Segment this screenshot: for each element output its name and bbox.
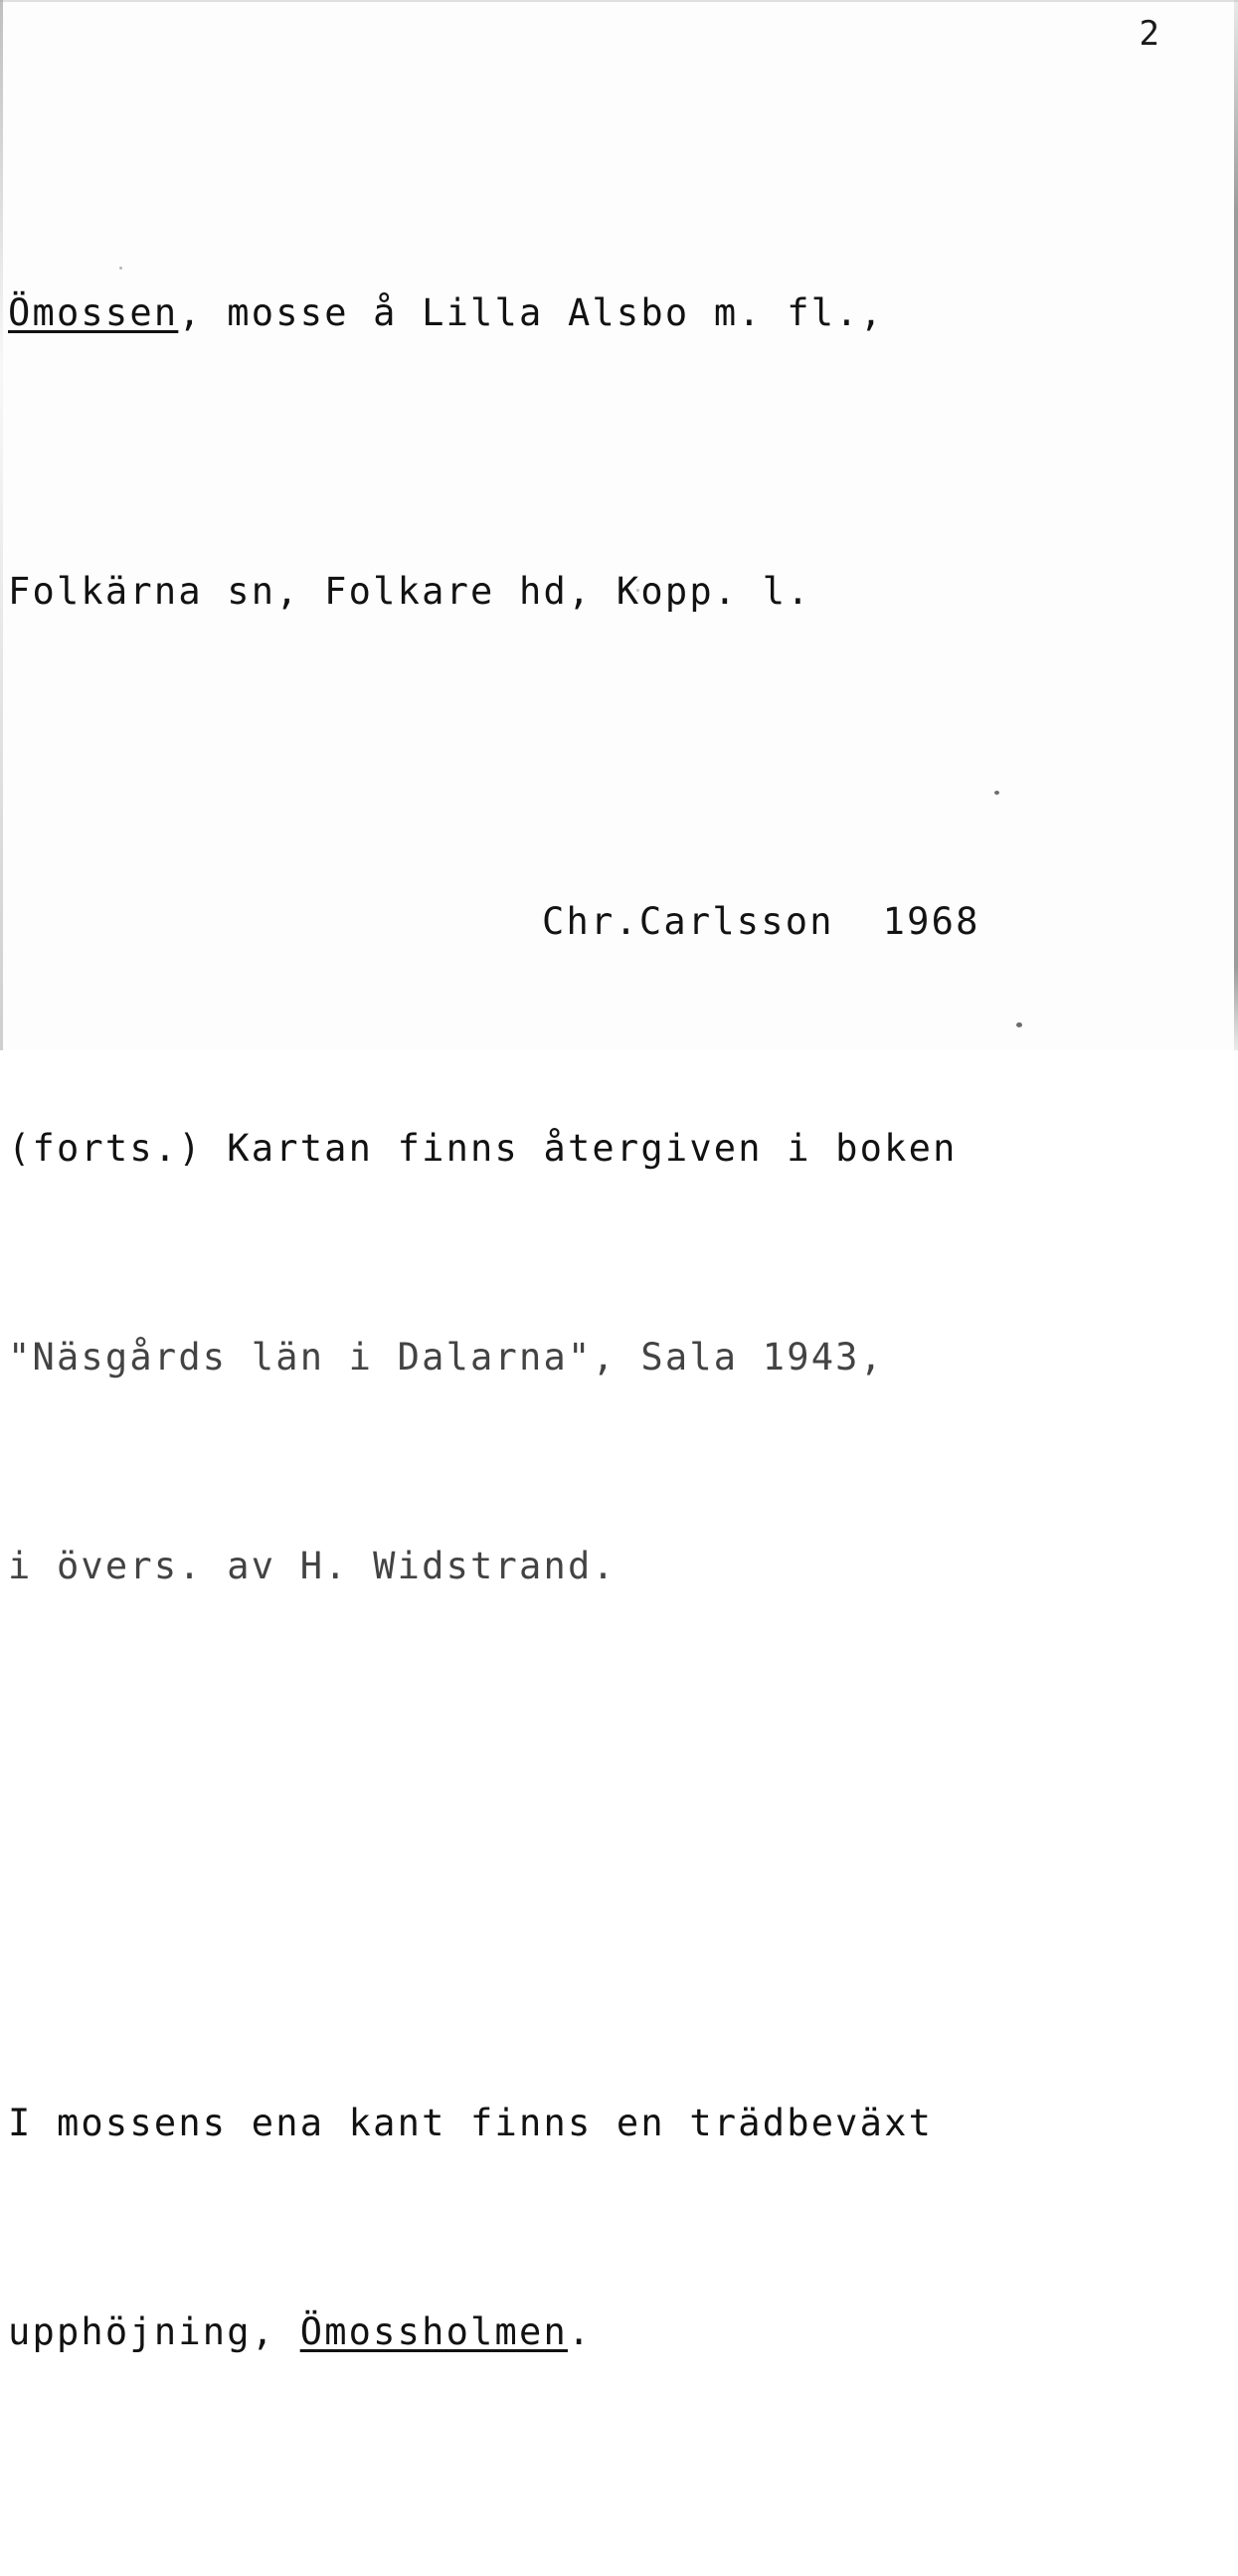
heading-line-1-rest: , mosse å Lilla Alsbo m. fl., bbox=[178, 291, 885, 334]
page-edge-left bbox=[0, 0, 3, 1050]
page-edge-right bbox=[1234, 0, 1238, 1050]
scan-speck bbox=[119, 267, 122, 270]
spacer-1 bbox=[8, 835, 1181, 905]
paragraph-2-line-1: I mossens ena kant finns en trädbeväxt bbox=[8, 2102, 934, 2144]
typed-text-block bbox=[8, 70, 1181, 2576]
scan-speck bbox=[636, 589, 639, 592]
paragraph-2-line-2: upphöjning, Ömossholmen. bbox=[8, 2310, 593, 2353]
paragraph-1-line-3: i övers. av H. Widstrand. bbox=[8, 1545, 617, 1587]
scan-speck bbox=[1016, 1022, 1022, 1027]
scan-speck bbox=[994, 791, 999, 795]
page-edge-top bbox=[0, 0, 1238, 2]
paragraph-1-line-1: (forts.) Kartan finns återgiven i boken bbox=[8, 1127, 958, 1170]
paragraph-1-line-2: "Näsgårds län i Dalarna", Sala 1943, bbox=[8, 1336, 885, 1379]
body-term-underlined: Ömossholmen bbox=[299, 2310, 568, 2353]
heading-term-underlined: Ömossen bbox=[8, 291, 179, 334]
page-number: 2 bbox=[1139, 14, 1160, 54]
signature-line: Chr.Carlsson 1968 bbox=[542, 900, 980, 943]
heading-line-2: Folkärna sn, Folkare hd, Kopp. l. bbox=[8, 570, 811, 613]
heading-line-1 bbox=[8, 278, 1181, 348]
spacer-2 bbox=[8, 1810, 1181, 1880]
